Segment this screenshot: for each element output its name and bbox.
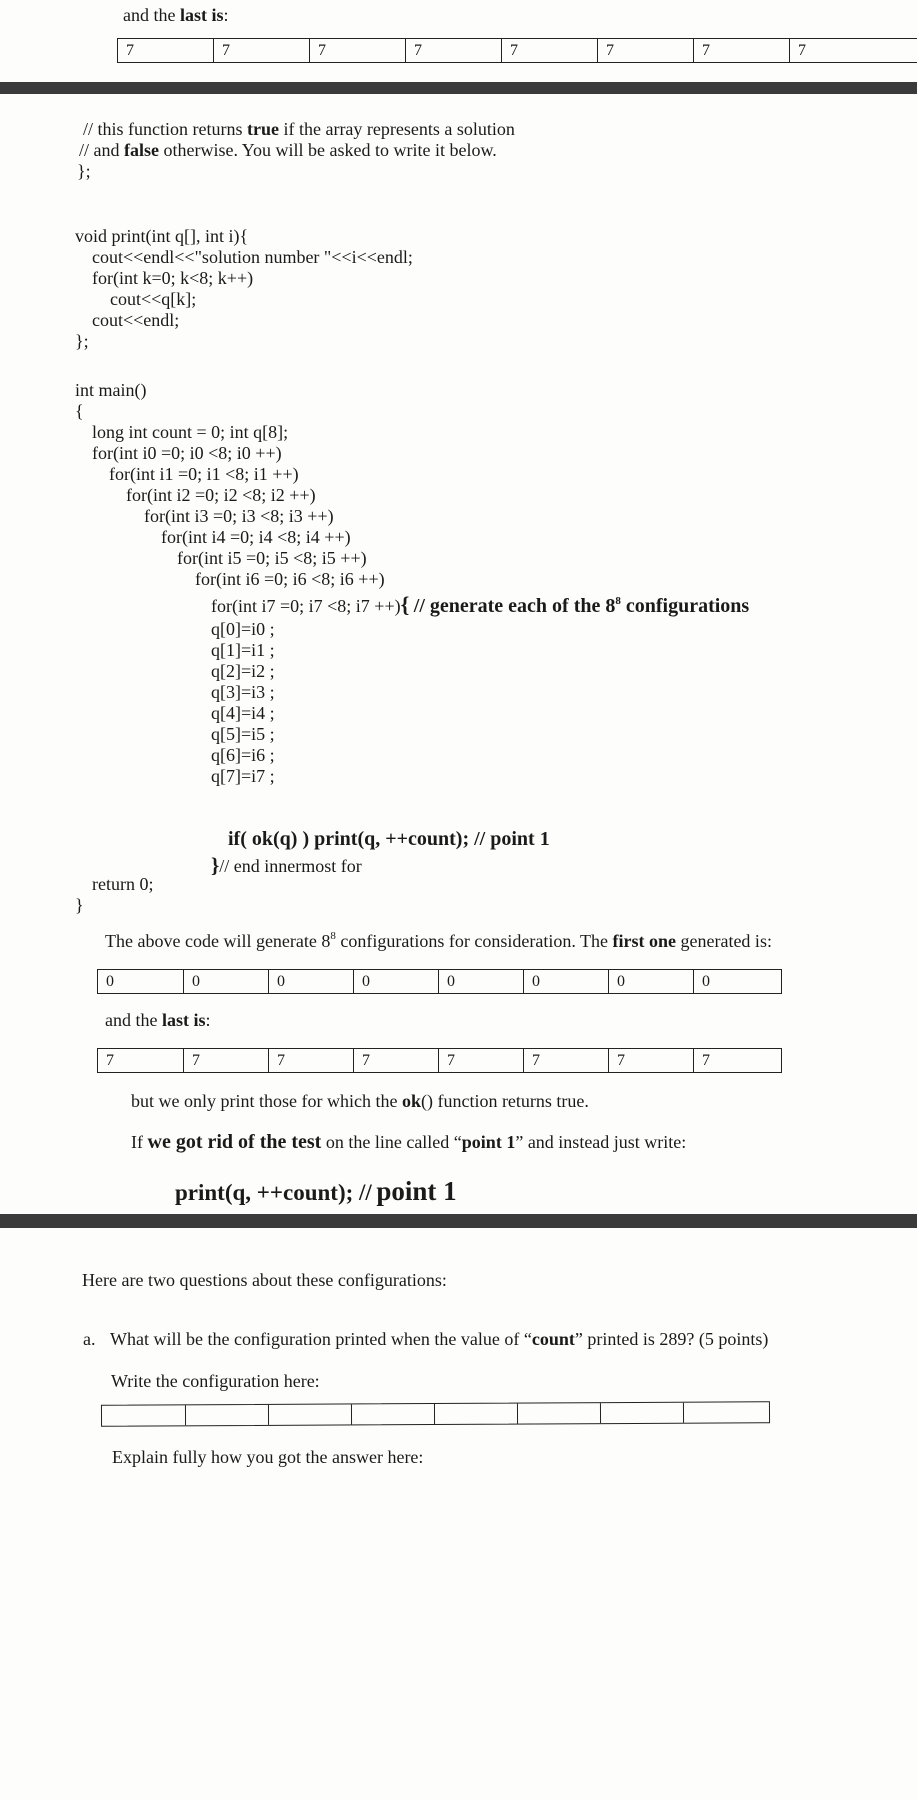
config-cell: 7 xyxy=(184,1049,269,1072)
code-line: cout<<q[k]; xyxy=(110,289,197,309)
config-cell: 7 xyxy=(694,39,790,62)
return-line: return 0; xyxy=(92,874,154,894)
config-cell: 7 xyxy=(406,39,502,62)
config-cell: 0 xyxy=(269,970,354,993)
config-cell: 0 xyxy=(184,970,269,993)
answer-cell[interactable] xyxy=(435,1404,518,1424)
comment-line-2: // and false otherwise. You will be asked to write it below. xyxy=(79,140,497,160)
config-cell: 0 xyxy=(702,973,710,990)
write-config-prompt: Write the configuration here: xyxy=(111,1371,320,1391)
config-cell: 7 xyxy=(354,1049,439,1072)
config-cell: 7 xyxy=(598,39,694,62)
code-line: } xyxy=(75,895,84,915)
answer-cell[interactable] xyxy=(102,1405,186,1425)
answer-cell[interactable] xyxy=(601,1403,684,1423)
last-config-table xyxy=(117,38,917,63)
page-separator xyxy=(0,82,917,94)
config-cell: 0 xyxy=(354,970,439,993)
for-loop-line: for(int i3 =0; i3 <8; i3 ++) xyxy=(144,506,334,526)
config-cell: 7 xyxy=(439,1049,524,1072)
print-function-signature: void print(int q[], int i){ xyxy=(75,226,249,246)
for-loop-line: for(int i2 =0; i2 <8; i2 ++) xyxy=(126,485,316,505)
config-cell: 7 xyxy=(798,42,806,59)
code-line: long int count = 0; int q[8]; xyxy=(92,422,289,442)
page-separator xyxy=(0,1214,917,1228)
config-cell: 0 xyxy=(439,970,524,993)
for-loop-line: for(int i1 =0; i1 <8; i1 ++) xyxy=(109,464,299,484)
first-config-table xyxy=(97,969,782,994)
assign-line: q[3]=i3 ; xyxy=(211,682,275,702)
answer-cell[interactable] xyxy=(518,1403,601,1423)
assign-line: q[2]=i2 ; xyxy=(211,661,275,681)
print-without-test-code: print(q, ++count); // point 1 xyxy=(175,1176,457,1206)
config-cell: 7 xyxy=(310,39,406,62)
question-a-label: a. xyxy=(83,1329,96,1349)
explain-prompt: Explain fully how you got the answer here: xyxy=(112,1447,424,1467)
answer-cell[interactable] xyxy=(352,1404,435,1424)
code-line: cout<<endl<<"solution number "<<i<<endl; xyxy=(92,247,413,267)
top-page-fragment xyxy=(0,0,917,82)
end-innermost-for: }// end innermost for xyxy=(211,853,362,877)
for-loop-line: for(int i4 =0; i4 <8; i4 ++) xyxy=(161,527,351,547)
config-cell: 7 xyxy=(609,1049,694,1072)
config-cell: 7 xyxy=(269,1049,354,1072)
code-line: }; xyxy=(77,161,91,181)
only-print-ok-text: but we only print those for which the ok() function returns true. xyxy=(131,1091,589,1111)
assign-line: q[5]=i5 ; xyxy=(211,724,275,744)
comment-line-1: // this function returns true if the array represents a solution xyxy=(83,119,515,139)
questions-page xyxy=(0,1228,917,1800)
config-cell: 0 xyxy=(609,970,694,993)
assign-line: q[7]=i7 ; xyxy=(211,766,275,786)
innermost-for-line: for(int i7 =0; i7 <8; i7 ++){ // generate each of the $8^8$ configurations xyxy=(211,592,750,617)
code-line: cout<<endl; xyxy=(92,310,180,330)
answer-cell[interactable] xyxy=(186,1405,269,1425)
config-cell: 7 xyxy=(524,1049,609,1072)
assign-line: q[0]=i0 ; xyxy=(211,619,275,639)
configurations-paragraph: The above code will generate $8^8$ configurations for consideration. The first one generated is: xyxy=(105,930,772,951)
answer-cell[interactable] xyxy=(269,1404,352,1424)
main-function-signature: int main() xyxy=(75,380,147,400)
code-line: { xyxy=(75,401,84,421)
last-config-table xyxy=(97,1048,782,1073)
config-cell: 7 xyxy=(502,39,598,62)
for-loop-line: for(int i6 =0; i6 <8; i6 ++) xyxy=(195,569,385,589)
questions-intro: Here are two questions about these configurations: xyxy=(82,1270,447,1290)
assign-line: q[4]=i4 ; xyxy=(211,703,275,723)
config-cell: 0 xyxy=(524,970,609,993)
config-cell: 7 xyxy=(702,1052,710,1069)
question-a-text: What will be the configuration printed when the value of “count” printed is 289? (5 points) xyxy=(110,1329,769,1349)
assign-line: q[6]=i6 ; xyxy=(211,745,275,765)
config-cell: 7 xyxy=(98,1049,184,1072)
assign-line: q[1]=i1 ; xyxy=(211,640,275,660)
code-page xyxy=(0,94,917,1397)
answer-config-table xyxy=(101,1401,770,1427)
if-ok-line: if( ok(q) ) print(q, ++count); // point 1 xyxy=(228,828,550,850)
config-cell: 7 xyxy=(214,39,310,62)
code-line: for(int k=0; k<8; k++) xyxy=(92,268,254,288)
for-loop-line: for(int i0 =0; i0 <8; i0 ++) xyxy=(92,443,282,463)
last-config-caption: and the last is: xyxy=(123,5,229,25)
config-cell: 7 xyxy=(118,39,214,62)
code-line: }; xyxy=(75,331,89,351)
last-config-caption: and the last is: xyxy=(105,1010,211,1030)
for-loop-line: for(int i5 =0; i5 <8; i5 ++) xyxy=(177,548,367,568)
answer-cell[interactable] xyxy=(684,1402,767,1422)
remove-test-text: If we got rid of the test on the line called “point 1” and instead just write: xyxy=(131,1131,687,1153)
config-cell: 0 xyxy=(98,970,184,993)
